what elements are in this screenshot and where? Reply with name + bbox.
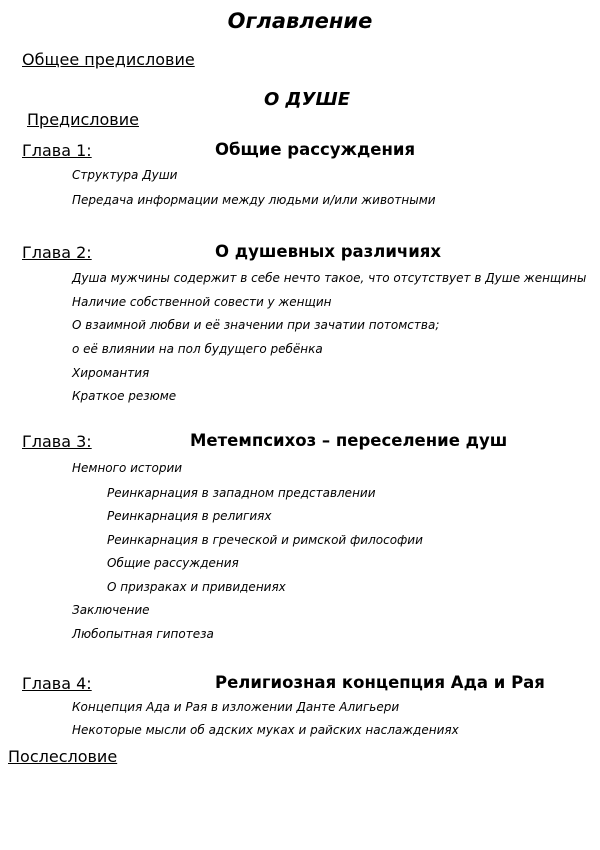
- chapter-3-subitem[interactable]: Общие рассуждения: [107, 556, 239, 570]
- chapter-1-item[interactable]: Структура Души: [72, 168, 178, 182]
- chapter-1-title: Общие рассуждения: [215, 140, 416, 159]
- chapter-1-item[interactable]: Передача информации между людьми и/или животными: [72, 193, 436, 207]
- preface-link[interactable]: Предисловие: [27, 110, 139, 129]
- section-title: О ДУШЕ: [263, 89, 350, 110]
- chapter-2-item[interactable]: Душа мужчины содержит в себе нечто такое, что отсутствует в Душе женщины: [72, 271, 587, 285]
- chapter-4-label[interactable]: Глава 4:: [22, 674, 92, 693]
- chapter-3-subitem[interactable]: Реинкарнация в религиях: [107, 509, 272, 523]
- chapter-1-label[interactable]: Глава 1:: [22, 141, 92, 160]
- chapter-3-subitem[interactable]: Реинкарнация в греческой и римской философии: [107, 533, 423, 547]
- page-title: Оглавление: [227, 9, 373, 33]
- chapter-2-item[interactable]: О взаимной любви и её значении при зачатии потомства;: [72, 318, 440, 332]
- chapter-3-title: Метемпсихоз – переселение душ: [190, 431, 508, 450]
- chapter-2-item[interactable]: Краткое резюме: [72, 389, 177, 403]
- chapter-3-subitem[interactable]: Реинкарнация в западном представлении: [107, 486, 376, 500]
- chapter-3-item[interactable]: Заключение: [72, 603, 150, 617]
- chapter-3-label[interactable]: Глава 3:: [22, 432, 92, 451]
- chapter-3-item[interactable]: Немного истории: [72, 461, 183, 475]
- afterword-link[interactable]: Послесловие: [8, 747, 118, 766]
- chapter-4-item[interactable]: Концепция Ада и Рая в изложении Данте Алигьери: [72, 700, 400, 714]
- chapter-3-subitem[interactable]: О призраках и привидениях: [107, 580, 286, 594]
- chapter-2-item[interactable]: о её влиянии на пол будущего ребёнка: [72, 342, 323, 356]
- chapter-2-label[interactable]: Глава 2:: [22, 243, 92, 262]
- chapter-4-title: Религиозная концепция Ада и Рая: [215, 673, 545, 692]
- chapter-4-item[interactable]: Некоторые мысли об адских муках и райских наслаждениях: [72, 723, 459, 737]
- chapter-3-item[interactable]: Любопытная гипотеза: [72, 627, 214, 641]
- chapter-2-item[interactable]: Хиромантия: [72, 366, 150, 380]
- chapter-2-title: О душевных различиях: [215, 242, 442, 261]
- general-preface-link[interactable]: Общее предисловие: [22, 50, 195, 69]
- chapter-2-item[interactable]: Наличие собственной совести у женщин: [72, 295, 332, 309]
